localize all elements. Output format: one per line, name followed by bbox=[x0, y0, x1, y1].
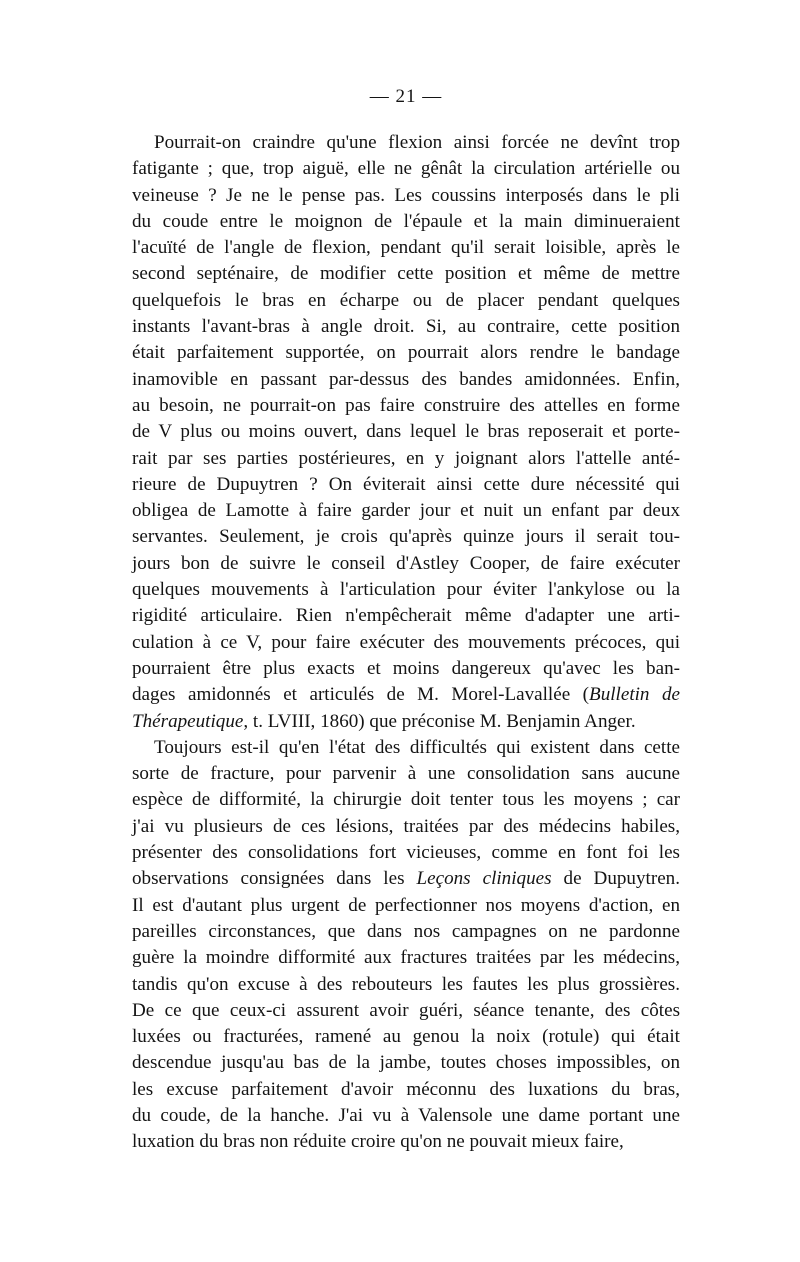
text-line: du coude entre le moignon de l'épaule et la main diminueraient bbox=[132, 210, 680, 232]
text-line: descendue jusqu'au bas de la jambe, toutes choses impossibles, on bbox=[132, 1052, 680, 1074]
text-line: les excuse parfaitement d'avoir méconnu des luxations du bras, bbox=[132, 1078, 680, 1100]
text-line: obligea de Lamotte à faire garder jour et nuit un enfant par deux bbox=[132, 500, 680, 522]
text-line: fatigante ; que, trop aiguë, elle ne gênât la circulation artérielle ou bbox=[132, 158, 680, 180]
text-line: veineuse ? Je ne le pense pas. Les coussins interposés dans le pli bbox=[132, 184, 680, 206]
text-line: présenter des consolidations fort vicieuses, comme en font foi les bbox=[132, 842, 680, 864]
text-line: l'acuïté de l'angle de flexion, pendant qu'il serait loisible, après le bbox=[132, 237, 680, 259]
text-line: rait par ses parties postérieures, en y joignant alors l'attelle anté- bbox=[132, 447, 680, 469]
text-line: était parfaitement supportée, on pourrait alors rendre le bandage bbox=[132, 342, 680, 364]
text-line: rieure de Dupuytren ? On éviterait ainsi cette dure nécessité qui bbox=[132, 473, 680, 495]
page-number: — 21 — bbox=[369, 86, 443, 107]
text-line: Pourrait-on craindre qu'une flexion ainsi forcée ne devînt trop bbox=[154, 132, 680, 153]
paragraph-2 bbox=[132, 735, 680, 1156]
text-line: j'ai vu plusieurs de ces lésions, traitées par des médecins habiles, bbox=[132, 815, 680, 837]
text-line: espèce de difformité, la chirurgie doit tenter tous les moyens ; car bbox=[132, 789, 680, 811]
text-line: au besoin, ne pourrait-on pas faire construire des attelles en forme bbox=[132, 394, 680, 416]
text-line: Toujours est-il qu'en l'état des difficultés qui existent dans cette bbox=[154, 736, 680, 758]
text-line: rigidité articulaire. Rien n'empêcherait même d'adapter une arti- bbox=[132, 605, 680, 627]
text-line: quelquefois le bras en écharpe ou de placer pendant quelques bbox=[132, 289, 680, 311]
text-line: inamovible en passant par-dessus des bandes amidonnées. Enfin, bbox=[132, 368, 680, 390]
book-page bbox=[132, 86, 680, 1156]
text-line: De ce que ceux-ci assurent avoir guéri, séance tenante, des côtes bbox=[132, 999, 680, 1021]
text-line: servantes. Seulement, je crois qu'après quinze jours il serait tou- bbox=[132, 526, 680, 548]
text-line: observations consignées dans les Leçons cliniques de Dupuytren. bbox=[132, 868, 680, 890]
text-line: du coude, de la hanche. J'ai vu à Valensole une dame portant une bbox=[132, 1104, 680, 1126]
text-line: sorte de fracture, pour parvenir à une consolidation sans aucune bbox=[132, 763, 680, 785]
text-line: Il est d'autant plus urgent de perfectionner nos moyens d'action, en bbox=[132, 894, 680, 916]
text-line: instants l'avant-bras à angle droit. Si, au contraire, cette position bbox=[132, 316, 680, 338]
text-line: guère la moindre difformité aux fractures traitées par les médecins, bbox=[132, 947, 680, 969]
text-line: Thérapeutique, t. LVIII, 1860) que préconise M. Benjamin Anger. bbox=[132, 710, 636, 732]
text-line: quelques mouvements à l'articulation pour éviter l'ankylose ou la bbox=[132, 579, 680, 601]
text-line: culation à ce V, pour faire exécuter des mouvements précoces, qui bbox=[132, 631, 680, 653]
text-line: jours bon de suivre le conseil d'Astley Cooper, de faire exécuter bbox=[132, 552, 680, 574]
text-line: pareilles circonstances, que dans nos campagnes on ne pardonne bbox=[132, 920, 680, 942]
text-line: pourraient être plus exacts et moins dangereux qu'avec les ban- bbox=[132, 657, 680, 679]
text-line: luxation du bras non réduite croire qu'on ne pouvait mieux faire, bbox=[132, 1131, 624, 1153]
text-line: dages amidonnés et articulés de M. Morel-Lavallée (Bulletin de bbox=[132, 684, 681, 706]
text-line: luxées ou fracturées, ramené au genou la noix (rotule) qui était bbox=[132, 1026, 680, 1048]
text-line: second septénaire, de modifier cette position et même de mettre bbox=[132, 263, 680, 285]
text-line: de V plus ou moins ouvert, dans lequel le bras reposerait et porte- bbox=[132, 421, 680, 443]
text-line: tandis qu'on excuse à des rebouteurs les fautes les plus grossières. bbox=[132, 973, 680, 995]
paragraph-1 bbox=[132, 130, 680, 735]
